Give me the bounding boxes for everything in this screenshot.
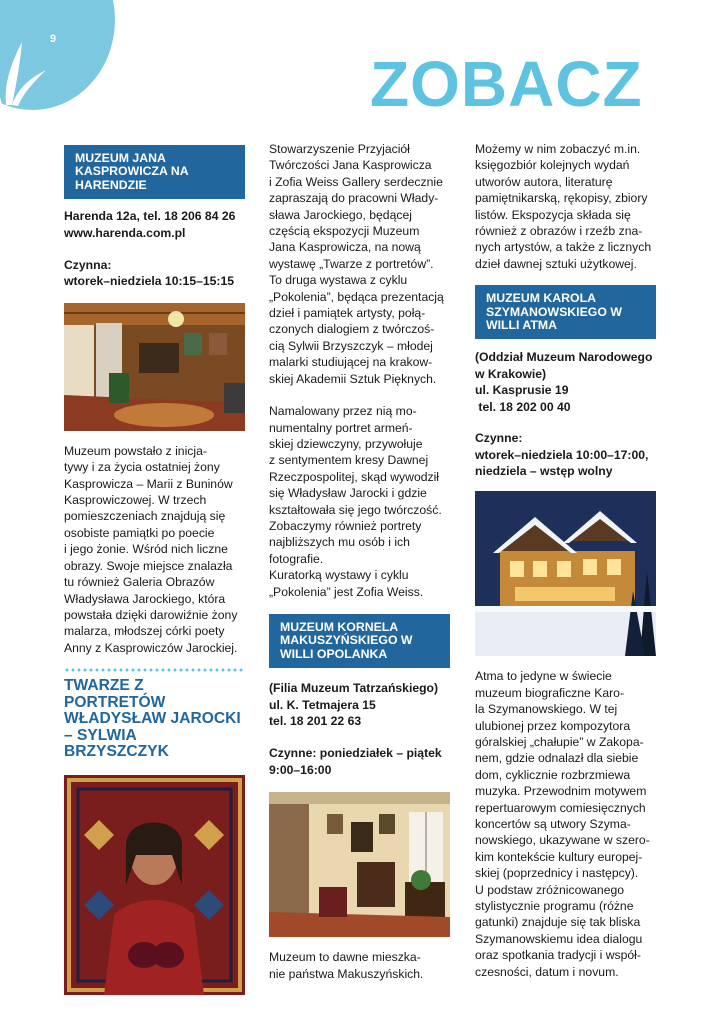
harenda-description: Muzeum powstało z inicja- tywy i za życia ostatniej żony Kasprowicza – Marii z Buninów Kasprowiczowej. W trzech pomieszczeniach znajdują się osobiste pamiątki po poecie i jego żonie. Wśród nich liczne obrazy. Swoje miejsce znalazła tu również Galeria Obrazów Władysława Jarockiego, która powstała dzięki darowiźnie żony malarza, młodszej córki poety Anny z Kasprowiczów Jarockiej. — [64, 443, 238, 655]
open-hours: wtorek–niedziela 10:15–15:15 — [64, 274, 235, 289]
open-label: Czynna: — [64, 258, 112, 273]
makuszynski-collection-text: Możemy w nim zobaczyć m.in. księgozbiór kolejnych wydań utworów autora, literaturę pamiętnikarską, rękopisy, zbiory listów. Ekspozycja składa się również z obrazów i rzeźb zna- nych artystów, a także z licznych dzieł dawnej sztuki użytkowej. — [475, 142, 652, 271]
photo-makuszynski-interior — [269, 792, 450, 937]
makuszynski-open-hours: Czynne: poniedziałek – piątek 9:00–16:00 — [269, 746, 442, 777]
column-1 — [64, 145, 245, 995]
photo-portrait-painting — [64, 775, 245, 995]
exhibition-portrait-text: Namalowany przez nią mo- numentalny portret armeń- skiej dziewczyny, przywołuje z sentymentem kresy Dawnej Rzeczpospolitej, skąd wywodził się Władysław Jarocki i gdzie kształtowała się jego twórczość. Zobaczymy również portrety najbliższych mu osób i ich fotografie. Kuratorką wystawy i cyklu „Pokolenia” jest Zofia Weiss. — [269, 404, 442, 599]
szymanowski-info: (Oddział Muzeum Narodowego w Krakowie) ul. Kasprusie 19 tel. 18 202 00 40 — [475, 350, 653, 414]
website-link[interactable]: www.harenda.com.pl — [64, 225, 186, 240]
photo-harenda-interior — [64, 303, 245, 431]
museum-box-kasprowicz: MUZEUM JANA KASPROWICZA NA HARENDZIE — [64, 145, 245, 199]
page-number: 9 — [50, 33, 57, 45]
exhibition-intro: Stowarzyszenie Przyjaciół Twórczości Jana Kasprowicza i Zofia Weiss Gallery serdecznie zapraszają do pracowni Włady- sława Jarockiego, będącej częścią ekspozycji Muzeum Jana Kasprowicza, na nową wystawę „Twarze z portretów”. To druga wystawa z cyklu „Pokolenia”, będąca prezentacją dzieł i pamiątek artysty, połą- czonych dialogiem z twórczoś- cią Sylwii Brzyszczyk – młodej malarki studiującej na krakow- skiej Akademii Sztuk Pięknych. — [269, 142, 444, 386]
museum-box-szymanowski: MUZEUM KAROLA SZYMANOWSKIEGO W WILLI ATMA — [475, 285, 656, 339]
column-3 — [475, 141, 660, 980]
makuszynski-description: Muzeum to dawne mieszka- nie państwa Makuszyńskich. — [269, 950, 424, 981]
makuszynski-info: (Filia Muzeum Tatrzańskiego) ul. K. Tetmajera 15 tel. 18 201 22 63 — [269, 681, 439, 728]
page-headline: ZOBACZ — [370, 48, 643, 120]
szymanowski-description: Atma to jedyne w świecie muzeum biograficzne Karo- la Szymanowskiego. W tej ulubionej przez kompozytora góralskiej „chałupie” w Zakopa- nem, gdzie odnalazł dla siebie dom, cyklicznie rozbrzmiewa muzyka. Przewodnim motywem repertuarowym comiesięcznych koncertów są utwory Szyma- nowskiego, ukazywane w szero- kim kontekście kultury europej- skiej (poprzednicy i następcy). U podstaw zróżnicowanego stylistycznie programu (różne gatunki) znajduje się tak bliska Szymanowskiemu idea dialogu oraz spotkania tradycji i współ- czesności, datum i novum. — [475, 669, 650, 979]
section-title-twarze: TWARZE Z PORTRETÓW WŁADYSŁAW JAROCKI – SYLWIA BRZYSZCZYK — [64, 677, 241, 761]
szymanowski-open-hours: Czynne: wtorek–niedziela 10:00–17:00, niedziela – wstęp wolny — [475, 431, 649, 478]
section-dotted-rule — [64, 668, 244, 672]
address-line: Harenda 12a, tel. 18 206 84 26 — [64, 209, 236, 224]
museum-box-makuszynski: MUZEUM KORNELA MAKUSZYŃSKIEGO W WILLI OPOLANKA — [269, 614, 450, 668]
column-2 — [269, 141, 454, 982]
photo-villa-atma — [475, 491, 656, 656]
